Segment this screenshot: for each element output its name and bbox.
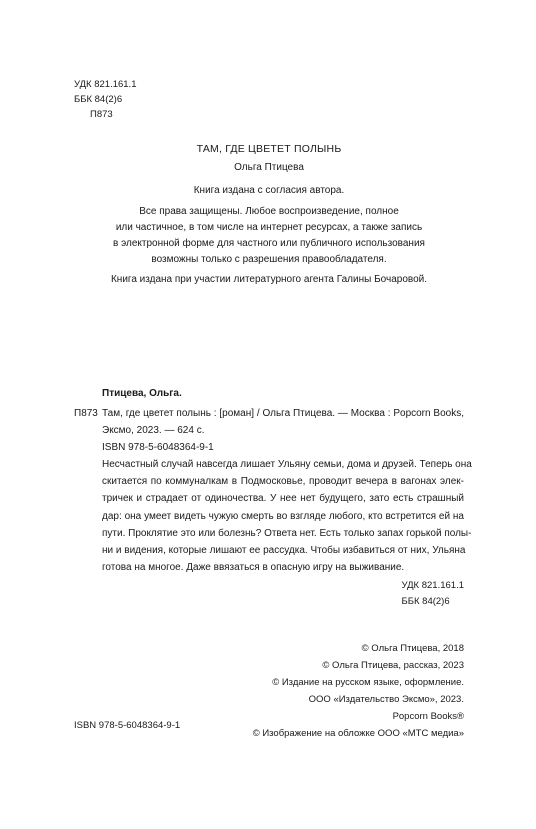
agent-note: Книга издана при участии литературного агента Галины Бочаровой. bbox=[110, 274, 428, 285]
annotation-line: дар: она умеет видеть чужую смерть во взгляде любого, кто встретится ей на bbox=[102, 510, 464, 522]
copyright-line: © Ольга Птицева, 2018 bbox=[361, 643, 464, 654]
udk-code-right: УДК 821.161.1 bbox=[401, 580, 464, 591]
copyright-line: Popcorn Books® bbox=[392, 711, 464, 722]
copyright-line: ООО «Издательство Эксмо», 2023. bbox=[308, 694, 464, 705]
bibliography-isbn: ISBN 978-5-6048364-9-1 bbox=[102, 442, 214, 453]
annotation-line: Несчастный случай навсегда лишает Ульяну семьи, дома и друзей. Теперь она bbox=[102, 459, 472, 470]
annotation-line: ни и видения, которые лишают ее рассудка. Чтобы избавиться от них, Ульяна bbox=[102, 545, 466, 557]
rights-line: возможны только с разрешения правообладателя. bbox=[151, 254, 387, 265]
copyright-notices bbox=[253, 640, 464, 742]
rights-line: Все права защищены. Любое воспроизведение, полное bbox=[139, 206, 399, 217]
author-name: Ольга Птицева bbox=[234, 162, 304, 173]
copyright-line: © Ольга Птицева, рассказ, 2023 bbox=[322, 660, 464, 671]
annotation-line: скитается по коммуналкам в Подмосковье, проводит вечера в вагонах элек- bbox=[102, 476, 464, 488]
rights-notice bbox=[74, 204, 464, 268]
annotation bbox=[102, 456, 472, 576]
book-title: ТАМ, ГДЕ ЦВЕТЕТ ПОЛЫНЬ bbox=[196, 143, 342, 155]
bibliography-description: Там, где цветет полынь : [роман] / Ольга Птицева. — Москва : Popcorn Books, Эксмо, 2023. — 624 с. bbox=[102, 408, 464, 436]
consent-note: Книга издана с согласия автора. bbox=[193, 185, 345, 196]
copyright-line: © Издание на русском языке, оформление. bbox=[272, 677, 464, 688]
classification-block-top bbox=[74, 77, 136, 122]
classification-block-right bbox=[402, 578, 464, 610]
annotation-line: готова на многое. Даже ввязаться в опасную игру на выживание. bbox=[102, 562, 405, 574]
bibliography-code: П873 bbox=[74, 408, 98, 419]
rights-line: или частичное, в том числе на интернет ресурсах, а также запись bbox=[115, 222, 423, 233]
bbk-code-right: ББК 84(2)6 bbox=[401, 596, 450, 607]
udk-code: УДК 821.161.1 bbox=[74, 79, 137, 90]
annotation-line: тричек и страдает от одиночества. У нее нет будущего, зато есть страшный bbox=[102, 493, 464, 505]
copyright-line: © Изображение на обложке ООО «МТС медиа» bbox=[252, 728, 464, 739]
author-sign-code: П873 bbox=[90, 109, 113, 120]
bibliography-author: Птицева, Ольга. bbox=[102, 388, 182, 399]
rights-line: в электронной форме для частного или публичного использования bbox=[113, 238, 425, 249]
bbk-code: ББК 84(2)6 bbox=[74, 94, 123, 105]
isbn-bottom: ISBN 978-5-6048364-9-1 bbox=[74, 720, 181, 731]
annotation-line: пути. Проклятие это или болезнь? Ответа нет. Есть только запах горькой полы- bbox=[102, 527, 472, 539]
